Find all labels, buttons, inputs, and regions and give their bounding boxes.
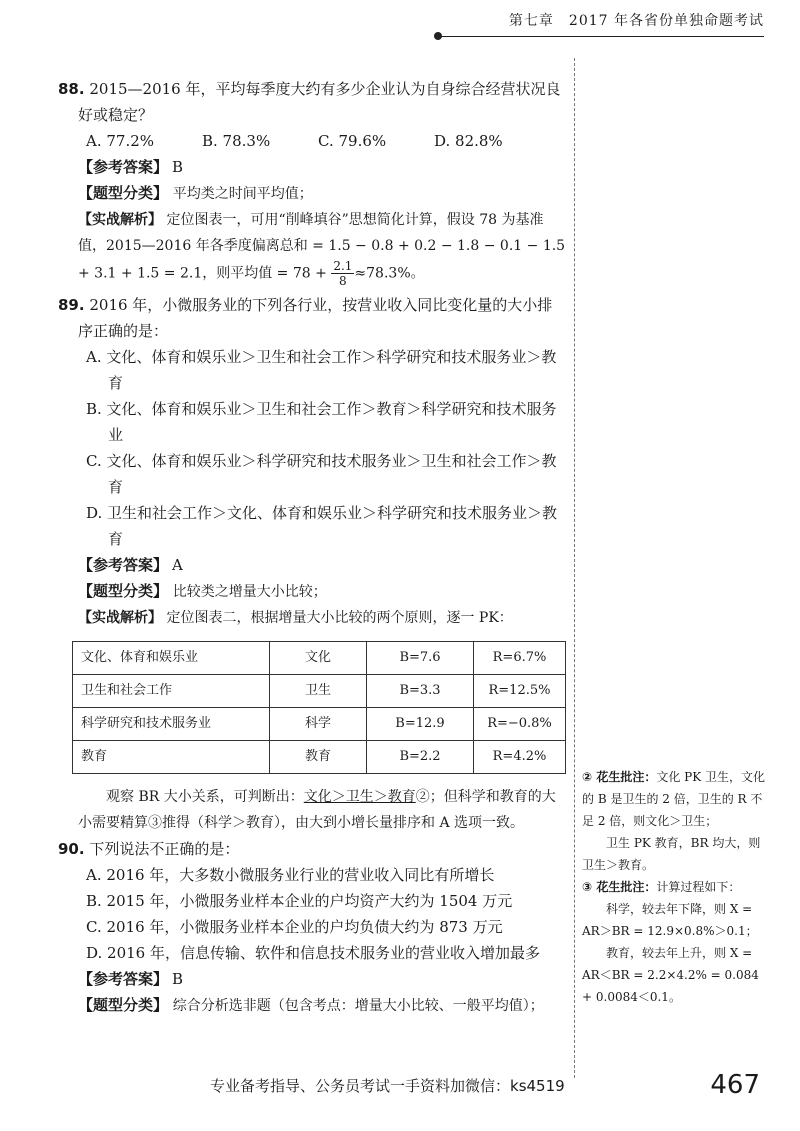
answer-value: B [172,970,184,988]
analysis-result: ≈78.3%。 [354,265,425,282]
margin-divider [574,58,575,1078]
option-b: B. 78.3% [202,132,271,150]
fraction-numerator: 2.1 [333,259,353,273]
conclusion-89 [78,784,566,836]
conclusion-text: 观察 BR 大小关系，可判断出： [106,789,304,805]
type-tag: 【题型分类】 [78,996,169,1014]
type-90 [78,992,566,1019]
option-c: C. 79.6% [318,132,387,150]
table-cell: R=12.5% [474,675,566,708]
option-a: A. 文化、体育和娱乐业＞卫生和社会工作＞科学研究和技术服务业＞教育 [86,348,557,392]
side-note-3-line2: 教育，较去年上升，则 X = AR＜BR = 2.2×4.2% = 0.084 + 0.0084＜0.1。 [582,946,759,1004]
option-a: A. 77.2% [86,132,155,150]
analysis-text: 定位图表一，可用“削峰填谷”思想简化计算，假设 78 为基准值，2015—2016 年各季度偏离总和 = 1.5 − 0.8 + 0.2 − 1.8 − 0.1 − 1.5 + 3.1 + 1.5 = 2.1，则平均值 = 78 + [78,212,566,282]
fraction-denominator: 8 [339,274,347,288]
table-cell: B=3.3 [367,675,474,708]
table-row [73,708,566,741]
type-value: 平均类之时间平均值； [172,186,313,202]
answer-90 [78,966,566,992]
option-c: C. 2016 年，小微服务业样本企业的户均负债大约为 873 万元 [86,918,503,936]
side-note-2-cont: 卫生 PK 教育，BR 均大，则卫生＞教育。 [582,836,761,872]
table-row [73,741,566,774]
question-stem: 2016 年，小微服务业的下列各行业，按营业收入同比变化量的大小排序正确的是： [78,296,553,340]
question-number: 88. [58,80,85,98]
table-cell: 卫生 [270,675,367,708]
side-note-3 [582,876,772,898]
question-number: 89. [58,296,85,314]
side-note-3-line1: 科学，较去年下降，则 X = AR＞BR = 12.9×0.8%＞0.1； [582,902,758,938]
type-tag: 【题型分类】 [78,582,169,600]
table-cell: B=2.2 [367,741,474,774]
table-row [73,642,566,675]
conclusion-rest: ②；但科学和教育的大小需要精算③推得（科学＞教育），由大到小增长量排序和 A 选项一致。 [78,789,556,831]
answer-88 [78,154,566,180]
option-d: D. 卫生和社会工作＞文化、体育和娱乐业＞科学研究和技术服务业＞教育 [86,504,558,548]
type-88 [78,180,566,207]
table-cell: B=7.6 [367,642,474,675]
answer-value: A [172,556,183,574]
table-cell: 卫生和社会工作 [73,675,270,708]
table-cell: B=12.9 [367,708,474,741]
option-d: D. 2016 年，信息传输、软件和信息技术服务业的营业收入增加最多 [86,944,540,962]
fraction [331,259,354,288]
table-cell: R=−0.8% [474,708,566,741]
chapter-header: 第七章 2017 年各省份单独命题考试 [508,13,764,29]
table-cell: R=6.7% [474,642,566,675]
option-b: B. 文化、体育和娱乐业＞卫生和社会工作＞教育＞科学研究和技术服务业 [86,400,557,444]
note-label: ② 花生批注： [582,770,657,784]
option-b: B. 2015 年，小微服务业样本企业的户均资产大约为 1504 万元 [86,892,513,910]
type-89 [78,578,566,605]
table-cell: 科学 [270,708,367,741]
options-88 [78,128,566,154]
type-tag: 【题型分类】 [78,184,169,202]
question-88 [58,76,566,128]
question-90 [58,836,566,862]
footer-text: 专业备考指导、公务员考试一手资料加微信：ks4519 [210,1077,565,1095]
question-89 [58,292,566,344]
note-text: 计算过程如下： [656,880,741,894]
option-c: C. 文化、体育和娱乐业＞科学研究和技术服务业＞卫生和社会工作＞教育 [86,452,557,496]
table-cell: 教育 [270,741,367,774]
table-cell: R=4.2% [474,741,566,774]
main-column [58,76,566,1019]
question-number: 90. [58,840,85,858]
analysis-text: 定位图表二，根据增量大小比较的两个原则，逐一 PK： [166,610,513,626]
answer-tag: 【参考答案】 [78,970,169,988]
question-stem: 下列说法不正确的是： [89,840,240,858]
analysis-tag: 【实战解析】 [78,212,162,228]
type-value: 比较类之增量大小比较； [172,584,327,600]
side-notes [582,766,772,1008]
table-cell: 文化、体育和娱乐业 [73,642,270,675]
table-cell: 教育 [73,741,270,774]
analysis-88 [78,207,566,288]
conclusion-underlined: 文化＞卫生＞教育 [303,789,416,805]
analysis-89 [78,605,566,631]
note-text: 文化 PK 卫生，文化的 B 是卫生的 2 倍，卫生的 R 不足 2 倍，则文化＞卫生； [582,770,766,828]
side-note-2 [582,766,772,832]
answer-89 [78,552,566,578]
table-row [73,675,566,708]
answer-value: B [172,158,184,176]
question-stem: 2015—2016 年，平均每季度大约有多少企业认为自身综合经营状况良好或稳定？ [78,80,561,124]
table-cell: 文化 [270,642,367,675]
table-cell: 科学研究和技术服务业 [73,708,270,741]
answer-tag: 【参考答案】 [78,556,169,574]
analysis-tag: 【实战解析】 [78,610,162,626]
header-rule [440,36,764,37]
comparison-table [72,641,566,774]
page-number: 467 [710,1070,760,1100]
option-a: A. 2016 年，大多数小微服务业行业的营业收入同比有所增长 [86,866,495,884]
option-d: D. 82.8% [434,132,503,150]
note-label: ③ 花生批注： [582,880,657,894]
answer-tag: 【参考答案】 [78,158,169,176]
type-value: 综合分析选非题（包含考点：增量大小比较、一般平均值）； [172,998,544,1014]
